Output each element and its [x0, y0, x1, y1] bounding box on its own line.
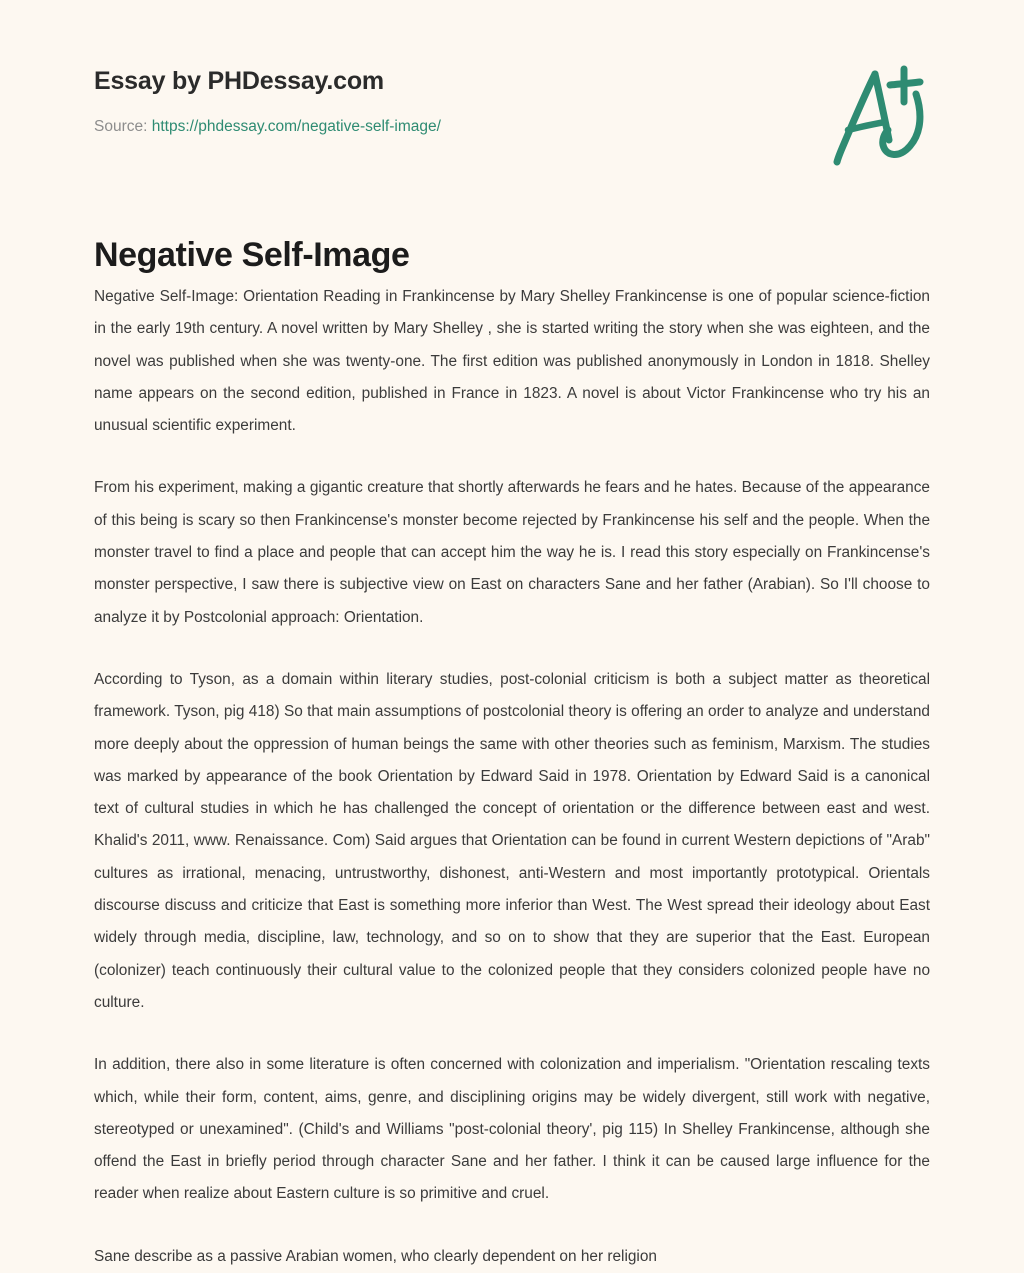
- phdessay-a-plus-logo: [812, 58, 932, 178]
- source-label: Source:: [94, 118, 148, 135]
- source-line: [94, 117, 930, 137]
- paragraph: In addition, there also in some literature is often concerned with colonization and imperialism. "Orientation rescaling texts which, while their form, content, aims, genre, and disciplining origins may be widely divergent, still work with negative, stereotyped or unexamined". (Child's and Williams "post-colonial theory', pig 115) In Shelley Frankincense, although she offend the East in briefly period through character Sane and her father. I think it can be caused large influence for the reader when realize about Eastern culture is so primitive and cruel.: [94, 1056, 930, 1203]
- essay-body: [94, 281, 930, 1273]
- paragraph: From his experiment, making a gigantic creature that shortly afterwards he fears and he hates. Because of the appearance of this being is scary so then Frankincense's monster become rejected by Frankincense his self and the people. When the monster travel to find a place and people that can accept him the way he is. I read this story especially on Frankincense's monster perspective, I saw there is subjective view on East on characters Sane and her father (Arabian). So I'll choose to analyze it by Postcolonial approach: Orientation.: [94, 479, 930, 626]
- paragraph: Negative Self-Image: Orientation Reading in Frankincense by Mary Shelley Frankincense is one of popular science-fiction in the early 19th century. A novel written by Mary Shelley , she is started writing the story when she was eighteen, and the novel was published when she was twenty-one. The first edition was published anonymously in London in 1818. Shelley name appears on the second edition, published in France in 1823. A novel is about Victor Frankincense who try his an unusual scientific experiment.: [94, 288, 930, 435]
- a-plus-icon: [812, 58, 932, 178]
- page-header: [94, 66, 930, 137]
- brand-title: Essay by PHDessay.com: [94, 67, 384, 95]
- paragraph: Sane describe as a passive Arabian women, who clearly dependent on her religion: [94, 1247, 657, 1265]
- page-title: Negative Self-Image: [94, 235, 410, 274]
- paragraph: According to Tyson, as a domain within literary studies, post-colonial criticism is both a subject matter as theoretical framework. Tyson, pig 418) So that main assumptions of postcolonial theory is offering an order to analyze and understand more deeply about the oppression of human beings the same with other theories such as feminism, Marxism. The studies was marked by appearance of the book Orientation by Edward Said in 1978. Orientation by Edward Said is a canonical text of cultural studies in which he has challenged the concept of orientation or the difference between east and west. Khalid's 2011, www. Renaissance. Com) Said argues that Orientation can be found in current Western depictions of "Arab" cultures as irrational, menacing, untrustworthy, dishonest, anti-Western and most importantly prototypical. Orientals discourse discuss and criticize that East is something more inferior than West. The West spread their ideology about East widely through media, discipline, law, technology, and so on to show that they are superior that the East. European (colonizer) teach continuously their cultural value to the colonized people that they considers colonized people have no culture.: [94, 670, 930, 1011]
- source-url-link[interactable]: https://phdessay.com/negative-self-image/: [151, 118, 441, 135]
